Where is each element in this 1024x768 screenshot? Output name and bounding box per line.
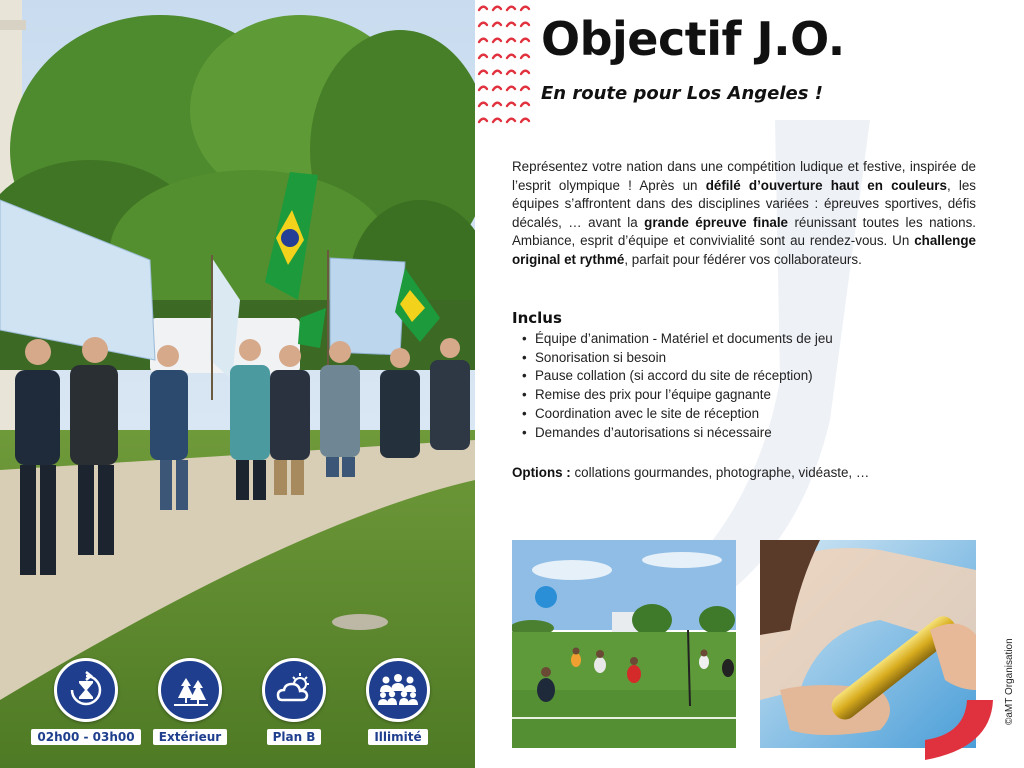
parade-illustration	[0, 0, 475, 768]
feature-duration	[34, 658, 138, 745]
page-title: Objectif J.O.	[541, 12, 845, 66]
page-subtitle: En route pour Los Angeles !	[541, 83, 823, 104]
list-item: • Équipe d’animation - Matériel et documents de jeu	[522, 330, 833, 349]
hero-photo-parade	[0, 0, 475, 768]
feature-participants	[346, 658, 450, 745]
intro-highlight-final: grande épreuve finale	[644, 214, 789, 230]
cloud-sun-icon	[262, 658, 326, 722]
list-item: • Pause collation (si accord du site de réception)	[522, 367, 833, 386]
participants-label: Illimité	[368, 729, 427, 745]
photo-outdoor-game	[512, 540, 736, 748]
included-heading: Inclus	[512, 309, 562, 327]
intro-highlight-parade: défilé d’ouverture haut en couleurs	[705, 177, 947, 193]
options-label: Options :	[512, 465, 571, 480]
decorative-dash-pattern	[475, 0, 537, 140]
feature-outdoor	[138, 658, 242, 745]
duration-label: 02h00 - 03h00	[31, 729, 140, 745]
list-item: • Coordination avec le site de réception	[522, 405, 833, 424]
group-icon	[366, 658, 430, 722]
intro-highlight-challenge: challenge original et rythmé	[512, 233, 976, 267]
list-item: • Sonorisation si besoin	[522, 349, 833, 368]
corner-accent-shape	[925, 700, 995, 762]
feature-plan-b	[242, 658, 346, 745]
list-item: • Remise des prix pour l’équipe gagnante	[522, 386, 833, 405]
copyright-text: ©aMT Organisation	[1004, 638, 1015, 725]
options-line	[512, 465, 869, 480]
plan-b-label: Plan B	[267, 729, 322, 745]
options-text: collations gourmandes, photographe, vidéaste, …	[570, 465, 870, 480]
outdoor-game-illustration	[512, 540, 736, 748]
hourglass-icon	[54, 658, 118, 722]
trees-icon	[158, 658, 222, 722]
list-item: • Demandes d’autorisations si nécessaire	[522, 424, 833, 443]
included-list	[522, 330, 833, 442]
intro-paragraph: Représentez votre nation dans une compétition ludique et festive, inspirée de l’esprit olympique ! Après un défilé d’ouverture haut en couleurs, les équipes s’affrontent dans des disciplines variées : épreuves sportives, défis décalés, … avant la grande épreuve finale réunissant toutes les nations. Ambiance, esprit d’équipe et convivialité sont au rendez-vous. Un challenge original et rythmé, parfait pour fédérer vos collaborateurs.	[512, 159, 977, 267]
outdoor-label: Extérieur	[153, 729, 227, 745]
